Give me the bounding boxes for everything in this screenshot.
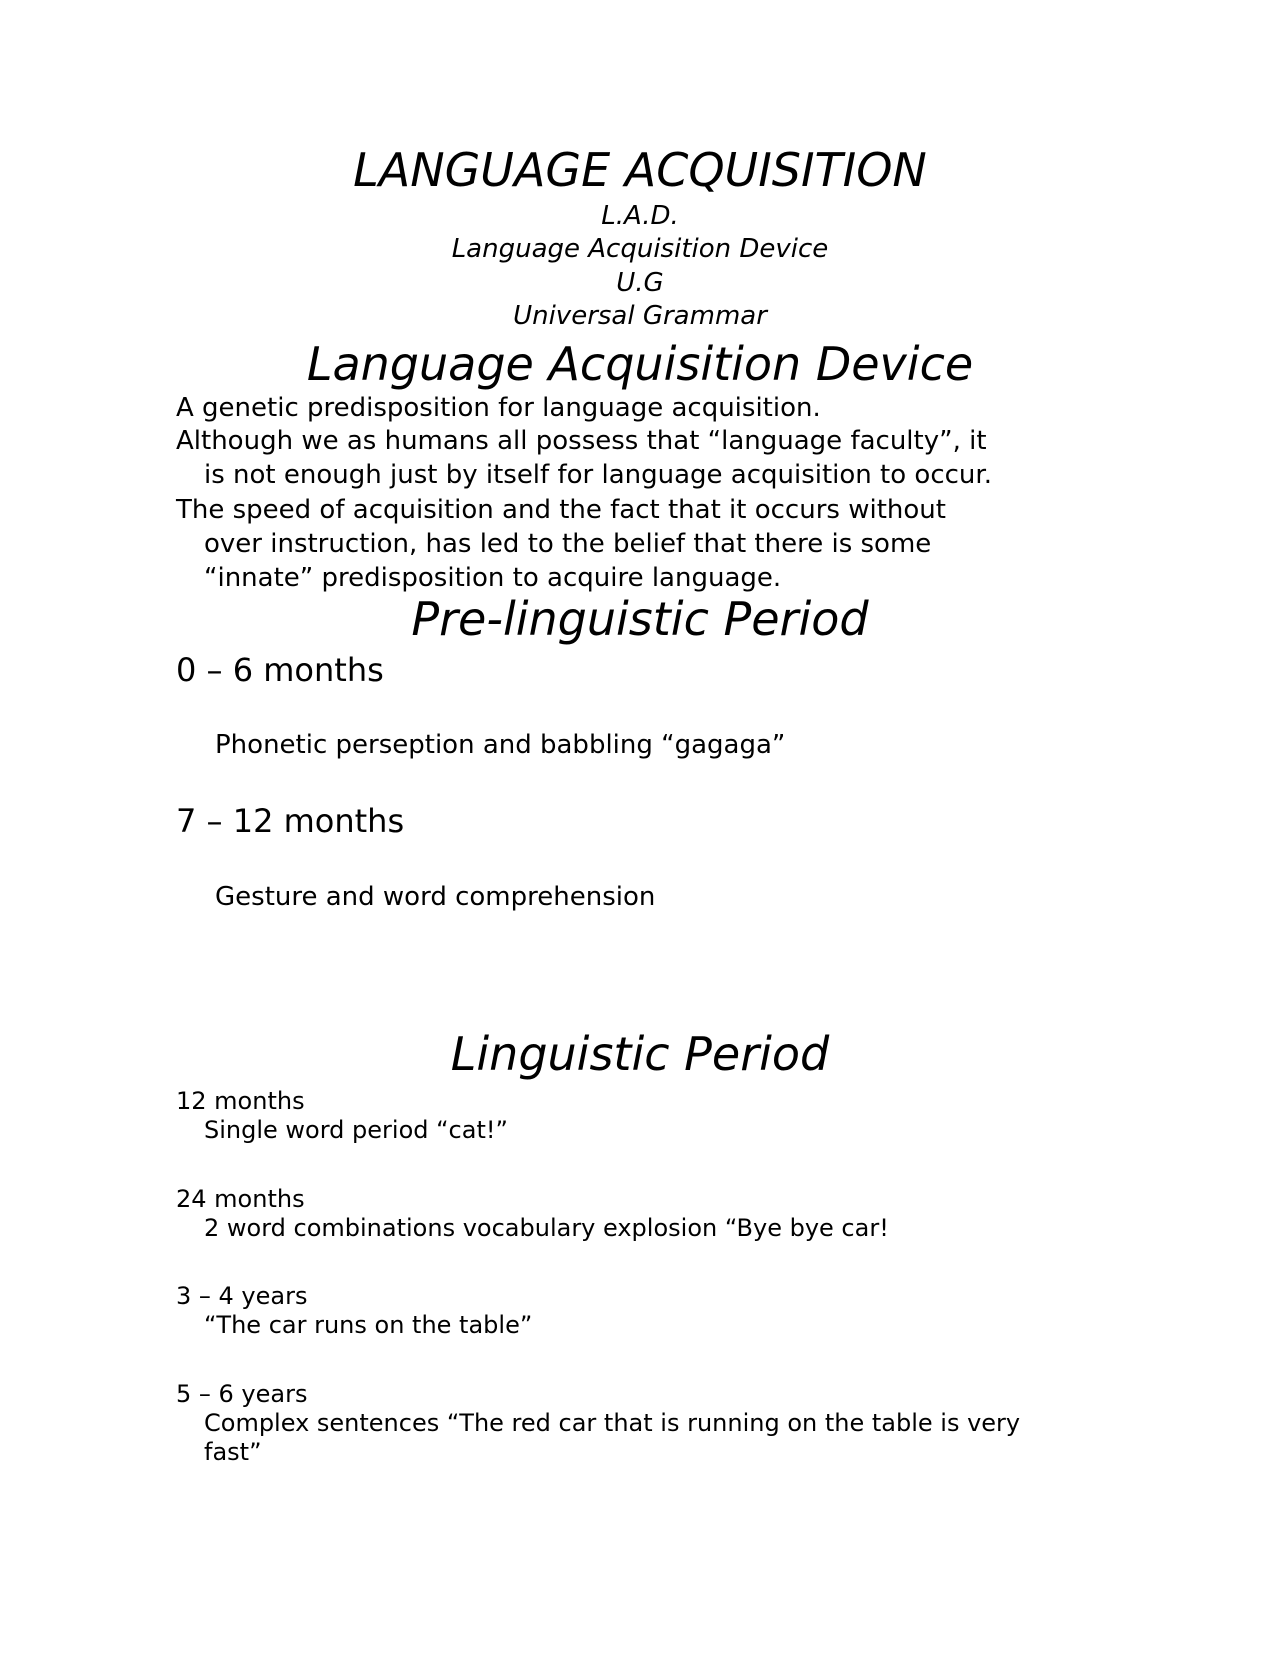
ling-stage-age: 24 months bbox=[176, 1185, 305, 1213]
pre-stage-age: 7 – 12 months bbox=[176, 802, 405, 840]
pre-stage-description: Gesture and word comprehension bbox=[215, 882, 656, 912]
ling-stage-description: Single word period “cat!” bbox=[204, 1116, 508, 1144]
page-title: LANGUAGE ACQUISITION bbox=[353, 143, 927, 197]
ling-stage-age: 5 – 6 years bbox=[176, 1380, 308, 1408]
subtitle-ug-full: Universal Grammar bbox=[513, 301, 767, 331]
subtitle-lad-full: Language Acquisition Device bbox=[451, 234, 829, 264]
lad-paragraph-line: Although we as humans all possess that “language faculty”, it bbox=[176, 426, 987, 456]
ling-stage-description: fast” bbox=[204, 1438, 262, 1466]
lad-paragraph-line: over instruction, has led to the belief that there is some bbox=[204, 529, 932, 559]
subtitle-abbreviation-lad: L.A.D. bbox=[601, 201, 679, 231]
pre-stage-description: Phonetic perseption and babbling “gagaga” bbox=[215, 730, 786, 760]
ling-stage-description: 2 word combinations vocabulary explosion “Bye bye car! bbox=[204, 1214, 889, 1242]
lad-paragraph-line: A genetic predisposition for language acquisition. bbox=[176, 393, 821, 423]
ling-stage-description: Complex sentences “The red car that is running on the table is very bbox=[204, 1409, 1021, 1437]
section-heading-pre-linguistic: Pre-linguistic Period bbox=[411, 592, 869, 646]
section-heading-lad: Language Acquisition Device bbox=[306, 337, 974, 391]
subtitle-abbreviation-ug: U.G bbox=[616, 268, 664, 298]
ling-stage-description: “The car runs on the table” bbox=[204, 1311, 533, 1339]
section-heading-linguistic: Linguistic Period bbox=[450, 1027, 830, 1081]
ling-stage-age: 3 – 4 years bbox=[176, 1282, 308, 1310]
lad-paragraph-line: The speed of acquisition and the fact that it occurs without bbox=[176, 495, 946, 525]
pre-stage-age: 0 – 6 months bbox=[176, 651, 384, 689]
ling-stage-age: 12 months bbox=[176, 1087, 305, 1115]
lad-paragraph-line: is not enough just by itself for language acquisition to occur. bbox=[204, 460, 992, 490]
lad-paragraph-line: “innate” predisposition to acquire language. bbox=[204, 563, 782, 593]
